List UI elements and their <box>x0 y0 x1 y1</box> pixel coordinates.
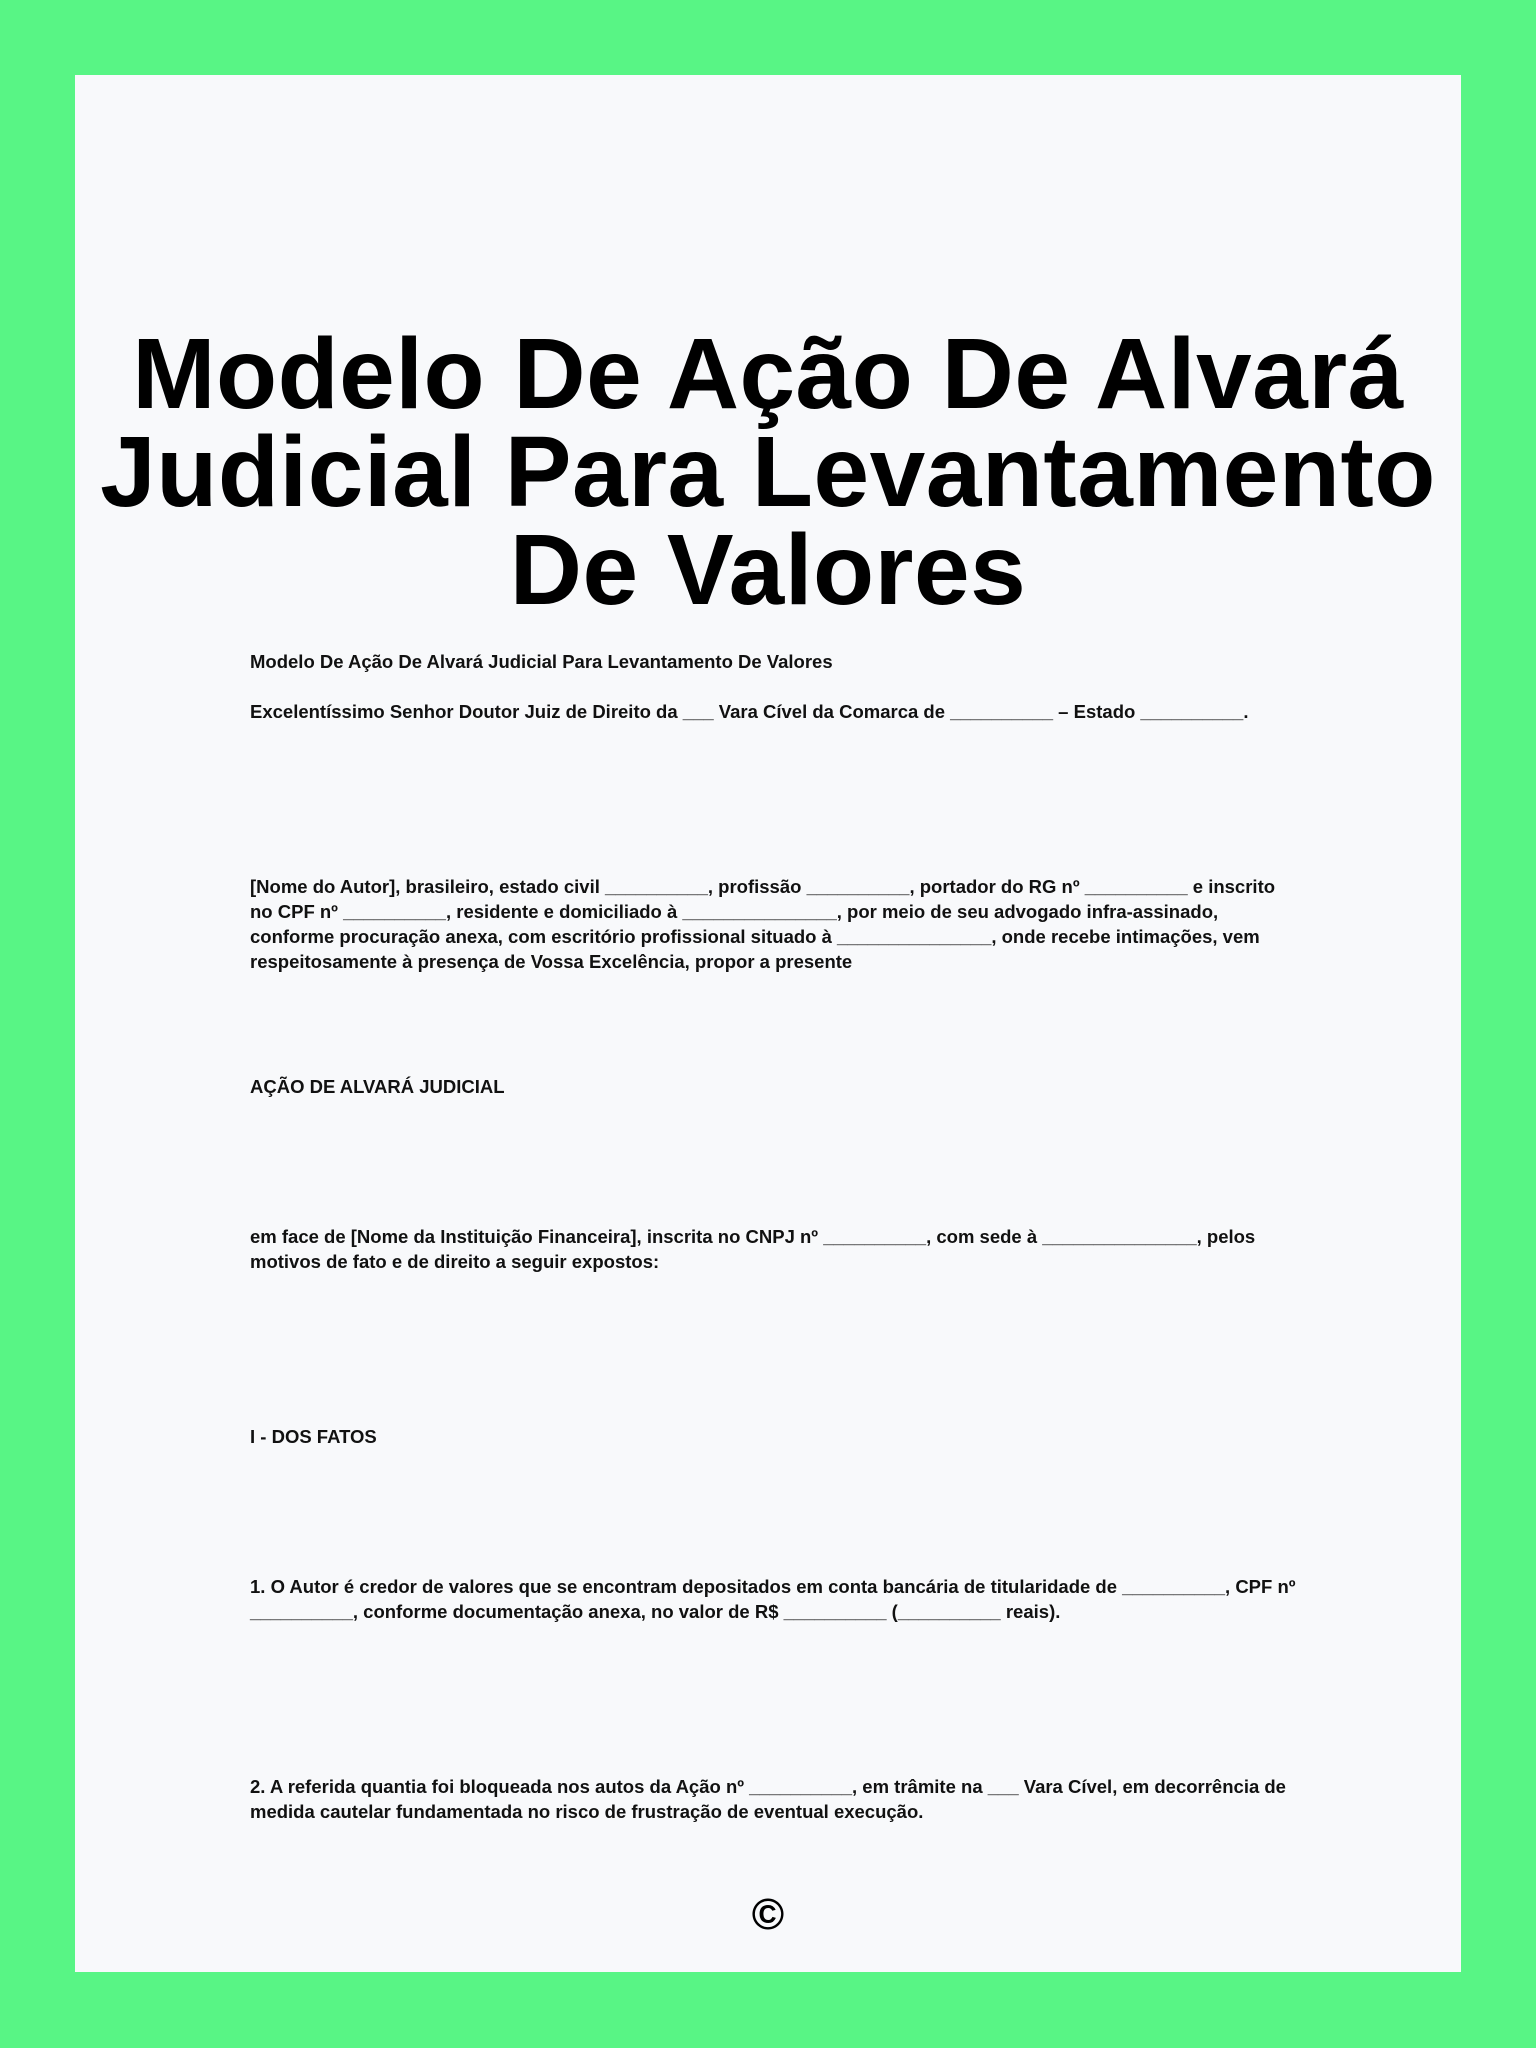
copyright-icon: © <box>751 1890 785 1939</box>
section-heading-facts: I - DOS FATOS <box>250 1426 377 1447</box>
document-page <box>75 75 1461 1972</box>
paragraph-qualification: [Nome do Autor], brasileiro, estado civil __________, profissão __________, portador do RG nº __________ e inscrito no CPF nº __________, residente e domiciliado à _______________, por meio de seu advogado infra-assinado, conforme procuração anexa, com escritório profissional situado à _______________, onde recebe intimações, vem respeitosamente à presença de Vossa Excelência, propor a presente <box>250 876 1276 972</box>
paragraph-defendant: em face de [Nome da Instituição Financeira], inscrita no CNPJ nº __________, com sede à _______________, pelos motivos de fato e de direito a seguir expostos: <box>250 1226 1256 1272</box>
paragraph-heading: Modelo De Ação De Alvará Judicial Para Levantamento De Valores <box>250 651 833 672</box>
document-title: Modelo De Ação De Alvará Judicial Para Levantamento De Valores <box>100 318 1436 626</box>
paragraph-action-title: AÇÃO DE ALVARÁ JUDICIAL <box>250 1076 505 1097</box>
paragraph-fact-2: 2. A referida quantia foi bloqueada nos autos da Ação nº __________, em trâmite na ___ Vara Cível, em decorrência de medida cautelar fundamentada no risco de frustração de eventual execução. <box>250 1776 1286 1822</box>
paragraph-fact-1: 1. O Autor é credor de valores que se encontram depositados em conta bancária de titularidade de __________, CPF nº __________, conforme documentação anexa, no valor de R$ __________ (__________ reais). <box>250 1576 1296 1622</box>
paragraph-salutation: Excelentíssimo Senhor Doutor Juiz de Direito da ___ Vara Cível da Comarca de __________ – Estado __________. <box>250 701 1249 722</box>
